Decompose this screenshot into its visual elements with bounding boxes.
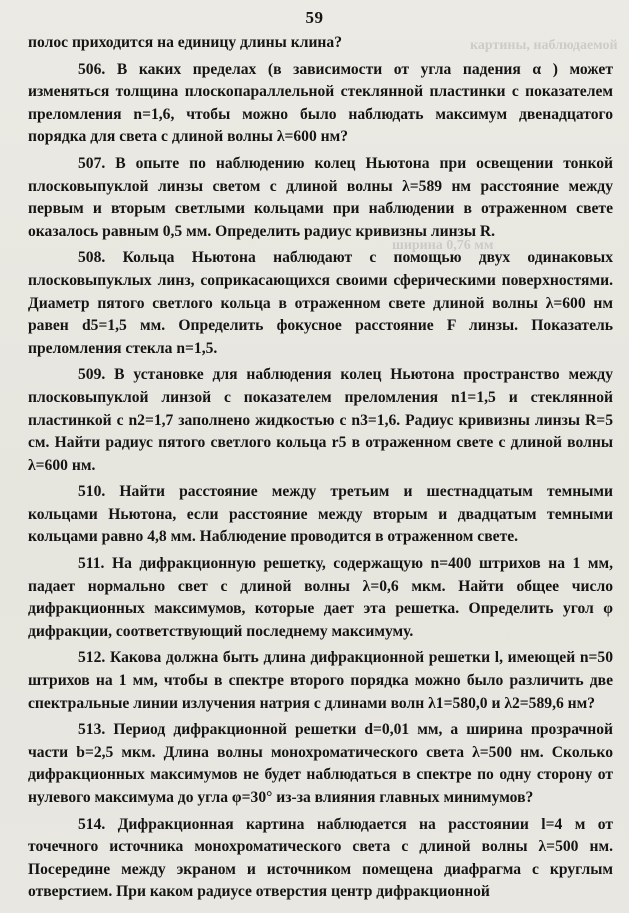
problem-text: Кольца Ньютона наблюдают с помощью двух одинаковых плосковыпуклых линз, соприкасающихся своими сферическими поверхностями. Диаметр пятого светлого кольца в отраженном свете длиной волны λ=600 нм равен d5=1,5 мм. Определить фокусное расстояние F линзы. Показатель преломления стекла n=1,5. [28,249,614,357]
problem-number: 508. [78,249,106,267]
bleed-through-text-top: картины, наблюдаемой [470,38,618,53]
problem-number: 514. [78,815,106,833]
problem-text: Какова должна быть длина дифракционной решетки l, имеющей n=50 штрихов на 1 мм, чтобы в спектре второго порядка можно было различить две спектральные линии излучения натрия с длинами волн λ1=580,0 и λ2=589,6 нм? [28,649,613,712]
problem-text: На дифракционную решетку, содержащую n=400 штрихов на 1 мм, падает нормально свет с длиной волны λ=0,6 мкм. Найти общее число дифракционных максимумов, которые дает эта решетка. Определить угол φ дифракции, соответствующий последнему максимуму. [28,555,613,640]
problem-514 [28,814,613,904]
bleed-through-text-mid: ширина 0,76 мм [392,238,494,253]
problem-508 [28,247,613,360]
page-number: 59 [305,8,324,27]
problem-number: 511. [78,555,105,573]
problem-text: Найти расстояние между третьим и шестнадцатым темными кольцами Ньютона, если расстояние между вторым и двадцатым темными кольцами равно 4,8 мм. Наблюдение проводится в отраженном свете. [28,483,613,546]
problem-text-block [28,32,613,904]
problem-number: 507. [78,154,106,172]
problem-text: Дифракционная картина наблюдается на расстоянии l=4 м от точечного источника монохроматического света с длиной волны λ=500 нм. Посередине между экраном и источником помещена диафрагма с круглым отверстием. При каком радиусе отверстия центр дифракционной [28,815,613,901]
paragraph-text: полос приходится на единицу длины клина? [28,34,343,51]
problem-513 [28,719,613,809]
problem-number: 512. [78,649,106,667]
problem-506 [28,59,613,149]
problem-text: В опыте по наблюдению колец Ньютона при освещении тонкой плосковыпуклой линзы светом с длиной волны λ=589 нм расстояние между первым и вторым светлыми кольцами при наблюдении в отраженном свете оказалось равным 0,5 мм. Определить радиус кривизны линзы R. [28,154,613,240]
problem-text: В каких пределах (в зависимости от угла падения α ) может изменяться толщина плоскопараллельной стеклянной пластинки с показателем преломления n=1,6, чтобы можно было наблюдать максимум двенадцатого порядка для света с длиной волны λ=600 нм? [28,60,613,146]
problem-number: 509. [78,366,106,384]
problem-509 [28,364,613,477]
problem-507 [28,153,613,243]
problem-number: 506. [78,60,106,78]
problem-512 [28,647,613,715]
problem-text: В установке для наблюдения колец Ньютона пространство между плосковыпуклой линзой с показателем преломления n1=1,5 и стеклянной пластинкой с n2=1,7 заполнено жидкостью с n3=1,6. Радиус кривизны линзы R=5 см. Найти радиус пятого светлого кольца r5 в отраженном свете с длиной волны λ=600 нм. [28,366,613,474]
problem-511 [28,553,613,643]
problem-number: 513. [78,721,106,739]
problem-number: 510. [78,483,106,501]
problem-510 [28,481,613,549]
intro-paragraph [28,32,613,55]
problem-text: Период дифракционной решетки d=0,01 мм, а ширина прозрачной части b=2,5 мкм. Длина волны монохроматического света λ=500 нм. Сколько дифракционных максимумов не будет наблюдаться в спектре по одну сторону от нулевого максимума до угла φ=30° из-за влияния главных минимумов? [28,721,613,806]
